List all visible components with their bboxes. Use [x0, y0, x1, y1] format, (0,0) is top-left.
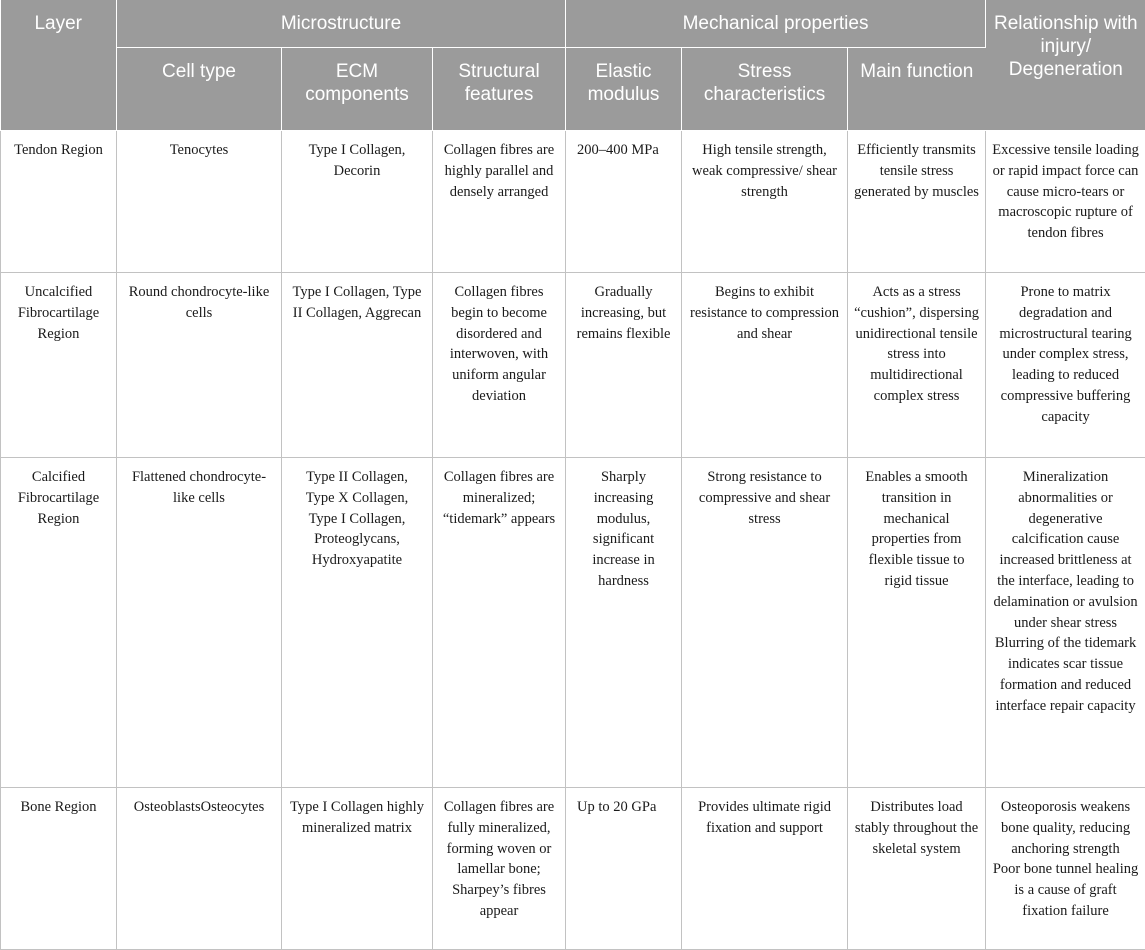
cell-stress-characteristics: Provides ultimate rigid fixation and support	[682, 788, 848, 950]
cell-stress-characteristics: High tensile strength, weak compressive/ shear strength	[682, 131, 848, 273]
cell-stress-characteristics: Begins to exhibit resistance to compression and shear	[682, 273, 848, 458]
cell-ecm-components: Type I Collagen, Decorin	[282, 131, 433, 273]
table-row	[1, 458, 1145, 788]
header-stress-characteristics: Stress characteristics	[682, 48, 848, 131]
cell-layer: Bone Region	[1, 788, 117, 950]
header-relationship: Relationship with injury/ Degeneration	[986, 0, 1145, 131]
cell-main-function: Enables a smooth transition in mechanical properties from flexible tissue to rigid tissue	[848, 458, 986, 788]
table-header	[1, 0, 1145, 131]
cell-cell-type: Tenocytes	[117, 131, 282, 273]
table-row	[1, 131, 1145, 273]
header-microstructure: Microstructure	[117, 0, 566, 48]
cell-relationship: Prone to matrix degradation and microstructural tearing under complex stress, leading to reduced compressive buffering capacity	[986, 273, 1145, 458]
cell-layer: Tendon Region	[1, 131, 117, 273]
cell-relationship: Mineralization abnormalities or degenerative calcification cause increased brittleness at the interface, leading to delamination or avulsion under shear stress Blurring of the tidemark indicates scar tissue formation and reduced interface repair capacity	[986, 458, 1145, 788]
cell-cell-type: Round chondrocyte-like cells	[117, 273, 282, 458]
cell-elastic-modulus: Gradually increasing, but remains flexible	[566, 273, 682, 458]
header-structural-features: Structural features	[433, 48, 566, 131]
cell-elastic-modulus: Up to 20 GPa	[566, 788, 682, 950]
cell-ecm-components: Type I Collagen highly mineralized matrix	[282, 788, 433, 950]
table-body	[1, 131, 1145, 950]
header-mechanical-properties: Mechanical properties	[566, 0, 986, 48]
cell-relationship: Excessive tensile loading or rapid impact force can cause micro-tears or macroscopic rupture of tendon fibres	[986, 131, 1145, 273]
header-layer: Layer	[1, 0, 117, 131]
cell-main-function: Acts as a stress “cushion”, dispersing unidirectional tensile stress into multidirectional complex stress	[848, 273, 986, 458]
header-ecm-components: ECM components	[282, 48, 433, 131]
cell-ecm-components: Type II Collagen, Type X Collagen, Type I Collagen, Proteoglycans, Hydroxyapatite	[282, 458, 433, 788]
cell-ecm-components: Type I Collagen, Type II Collagen, Aggrecan	[282, 273, 433, 458]
cell-stress-characteristics: Strong resistance to compressive and shear stress	[682, 458, 848, 788]
table-row	[1, 788, 1145, 950]
cell-structural-features: Collagen fibres are highly parallel and densely arranged	[433, 131, 566, 273]
cell-main-function: Efficiently transmits tensile stress generated by muscles	[848, 131, 986, 273]
header-elastic-modulus: Elastic modulus	[566, 48, 682, 131]
cell-relationship: Osteoporosis weakens bone quality, reducing anchoring strength Poor bone tunnel healing is a cause of graft fixation failure	[986, 788, 1145, 950]
cell-elastic-modulus: 200–400 MPa	[566, 131, 682, 273]
cell-structural-features: Collagen fibres are fully mineralized, forming woven or lamellar bone; Sharpey’s fibres appear	[433, 788, 566, 950]
cell-layer: Calcified Fibrocartilage Region	[1, 458, 117, 788]
cell-cell-type: OsteoblastsOsteocytes	[117, 788, 282, 950]
table-row	[1, 273, 1145, 458]
cell-layer: Uncalcified Fibrocartilage Region	[1, 273, 117, 458]
header-cell-type: Cell type	[117, 48, 282, 131]
cell-elastic-modulus: Sharply increasing modulus, significant increase in hardness	[566, 458, 682, 788]
header-main-function: Main function	[848, 48, 986, 131]
cell-structural-features: Collagen fibres begin to become disordered and interwoven, with uniform angular deviation	[433, 273, 566, 458]
cell-main-function: Distributes load stably throughout the skeletal system	[848, 788, 986, 950]
cell-cell-type: Flattened chondrocyte-like cells	[117, 458, 282, 788]
cell-structural-features: Collagen fibres are mineralized; “tidemark” appears	[433, 458, 566, 788]
